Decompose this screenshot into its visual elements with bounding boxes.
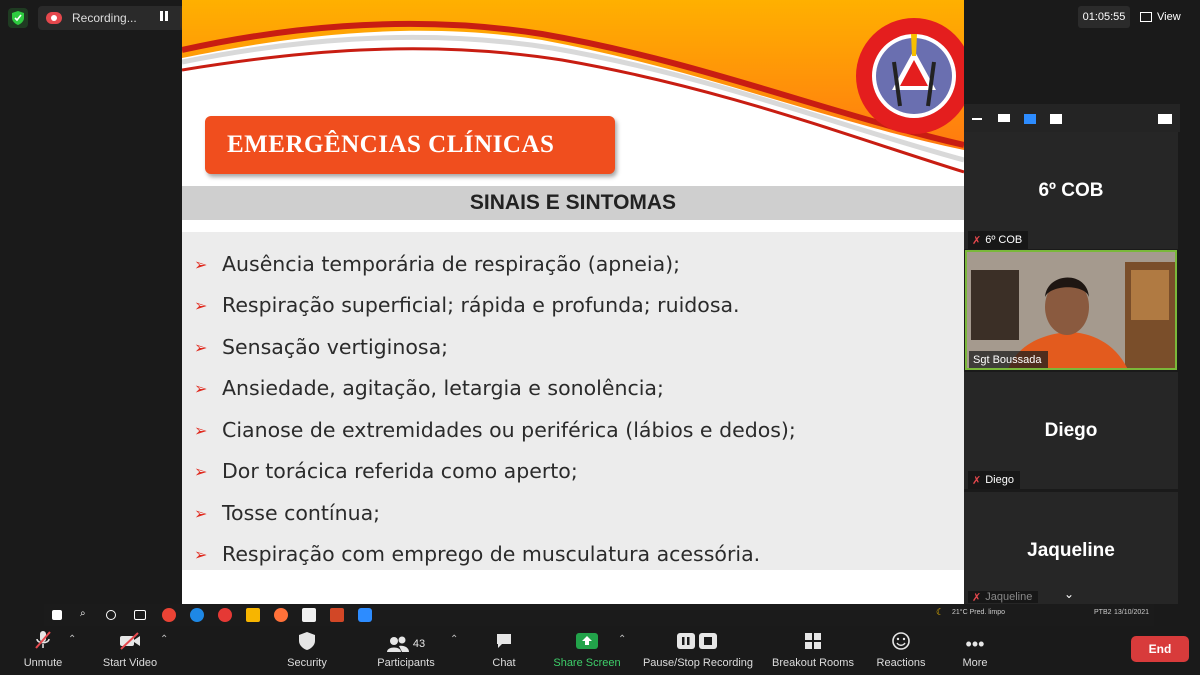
gallery-layout-controls (964, 104, 1180, 132)
start-video-label: Start Video (102, 657, 158, 669)
view-button[interactable] (1140, 6, 1192, 28)
more-button[interactable] (954, 626, 996, 675)
share-screen-icon (576, 632, 598, 654)
slide-subtitle: SINAIS E SINTOMAS (182, 186, 964, 220)
chrome-icon (162, 608, 176, 622)
bullet-text: Dor torácica referida como aperto; (222, 459, 578, 483)
participants-caret-icon[interactable]: ⌃ (450, 634, 459, 645)
participant-label (968, 231, 1028, 249)
bullet-text: Cianose de extremidades ou periférica (lábios e dedos); (222, 418, 796, 442)
recording-indicator (38, 6, 202, 30)
more-label: More (962, 657, 988, 669)
bullet-item (194, 335, 448, 359)
bullet-item (194, 418, 796, 442)
arrow-bullet-icon: ➢ (194, 378, 208, 398)
arrow-bullet-icon: ➢ (194, 295, 208, 315)
task-view-icon (134, 610, 146, 620)
security-button[interactable] (280, 626, 334, 675)
participant-label (968, 591, 1038, 603)
arrow-bullet-icon: ➢ (194, 461, 208, 481)
bullet-text: Respiração superficial; rápida e profunda; ruidosa. (222, 293, 740, 317)
breakout-rooms-label: Breakout Rooms (772, 657, 854, 669)
bullet-text: Sensação vertiginosa; (222, 335, 449, 359)
end-meeting-button[interactable]: End (1131, 636, 1189, 662)
participant-label-text: 6º COB (985, 234, 1023, 246)
edge-icon (190, 608, 204, 622)
weather-text: 21°C Pred. limpo (952, 609, 1005, 616)
bullet-item (194, 459, 578, 483)
bullet-text: Respiração com emprego de musculatura acessória. (222, 542, 761, 566)
security-label: Security (287, 657, 327, 669)
shield-icon (299, 632, 315, 654)
participant-tile[interactable] (964, 372, 1178, 489)
breakout-rooms-icon (804, 632, 822, 654)
pause-stop-recording-label: Pause/Stop Recording (642, 657, 754, 669)
view-label: View (1157, 11, 1181, 23)
bullet-item (194, 501, 380, 525)
participant-name: Diego (1044, 420, 1098, 441)
arrow-bullet-icon: ➢ (194, 544, 208, 564)
bullet-text: Tosse contínua; (222, 501, 381, 525)
participant-video-tile[interactable] (965, 250, 1177, 370)
slide-title: EMERGÊNCIAS CLÍNICAS (205, 116, 615, 174)
unmute-button[interactable] (14, 626, 72, 675)
participant-label (968, 471, 1020, 489)
reactions-label: Reactions (876, 657, 926, 669)
cortana-icon (106, 610, 116, 620)
strip-view-icon[interactable] (1024, 114, 1036, 124)
participants-label: Participants (377, 657, 435, 669)
security-shield-icon[interactable] (8, 8, 28, 28)
participant-label-text: Diego (985, 474, 1014, 486)
pause-stop-recording-button[interactable] (638, 626, 758, 675)
recording-label: Recording... (72, 11, 137, 25)
remote-taskbar (44, 604, 1154, 626)
share-options-caret-icon[interactable]: ⌃ (618, 634, 627, 645)
share-screen-label: Share Screen (553, 657, 621, 669)
chat-label: Chat (492, 657, 516, 669)
bullet-item (194, 293, 740, 317)
pause-stop-icon (676, 632, 720, 654)
weather-icon: ☾ (936, 607, 945, 617)
document-icon (302, 608, 316, 622)
participants-count: 43 (412, 638, 426, 650)
meeting-toolbar (0, 626, 1200, 675)
arrow-bullet-icon: ➢ (194, 503, 208, 523)
recording-cloud-icon (46, 12, 62, 24)
gallery-view-icon[interactable] (1050, 114, 1062, 124)
participant-tile[interactable] (964, 132, 1178, 249)
participant-name: 6º COB (1038, 180, 1104, 201)
grid-view-icon (1140, 12, 1152, 22)
muted-mic-icon: ✗ (972, 591, 982, 603)
taskbar-date: 13/10/2021 (1114, 609, 1150, 616)
shared-screen-slide (182, 0, 964, 604)
zoom-icon (358, 608, 372, 622)
video-options-caret-icon[interactable]: ⌃ (160, 634, 169, 645)
folder-icon (246, 608, 260, 622)
bullet-item (194, 252, 680, 276)
chat-button[interactable] (484, 626, 524, 675)
participants-button[interactable] (370, 626, 442, 675)
breakout-rooms-button[interactable] (768, 626, 858, 675)
participant-name: Jaqueline (1027, 540, 1115, 561)
bullet-text: Ausência temporária de respiração (apneia); (222, 252, 681, 276)
start-video-button[interactable] (96, 626, 164, 675)
participant-label-text: Jaqueline (985, 591, 1033, 603)
arrow-bullet-icon: ➢ (194, 254, 208, 274)
share-screen-button[interactable] (552, 626, 622, 675)
meeting-timer: 01:05:55 (1078, 6, 1130, 28)
smiley-icon (892, 632, 910, 654)
scroll-down-chevron-icon[interactable]: ⌄ (1064, 587, 1075, 601)
participant-tile[interactable] (964, 492, 1178, 604)
participant-label: Sgt Boussada (969, 351, 1048, 369)
exit-sidebar-icon[interactable] (1158, 114, 1172, 124)
muted-mic-icon: ✗ (972, 474, 982, 487)
speaker-view-icon[interactable] (998, 114, 1010, 122)
bombeiros-logo (854, 16, 964, 136)
app-icon (218, 608, 232, 622)
language-indicator: PTB2 (1094, 609, 1112, 616)
muted-microphone-icon (34, 630, 52, 654)
pause-recording-icon[interactable] (160, 11, 170, 23)
arrow-bullet-icon: ➢ (194, 420, 208, 440)
search-icon: ⌕ (80, 608, 86, 619)
more-dots-icon: ••• (965, 634, 985, 654)
bullet-text: Ansiedade, agitação, letargia e sonolência; (222, 376, 664, 400)
powerpoint-icon (330, 608, 344, 622)
audio-options-caret-icon[interactable]: ⌃ (68, 634, 77, 645)
bullet-item (194, 376, 664, 400)
participants-icon (387, 634, 425, 654)
minimize-icon[interactable] (972, 118, 982, 120)
windows-start-icon (52, 610, 62, 620)
chat-icon (495, 632, 513, 654)
reactions-button[interactable] (872, 626, 930, 675)
muted-mic-icon: ✗ (972, 234, 982, 247)
firefox-icon (274, 608, 288, 622)
arrow-bullet-icon: ➢ (194, 337, 208, 357)
unmute-label: Unmute (23, 657, 63, 669)
video-off-icon (119, 632, 141, 654)
bullet-item (194, 542, 760, 566)
